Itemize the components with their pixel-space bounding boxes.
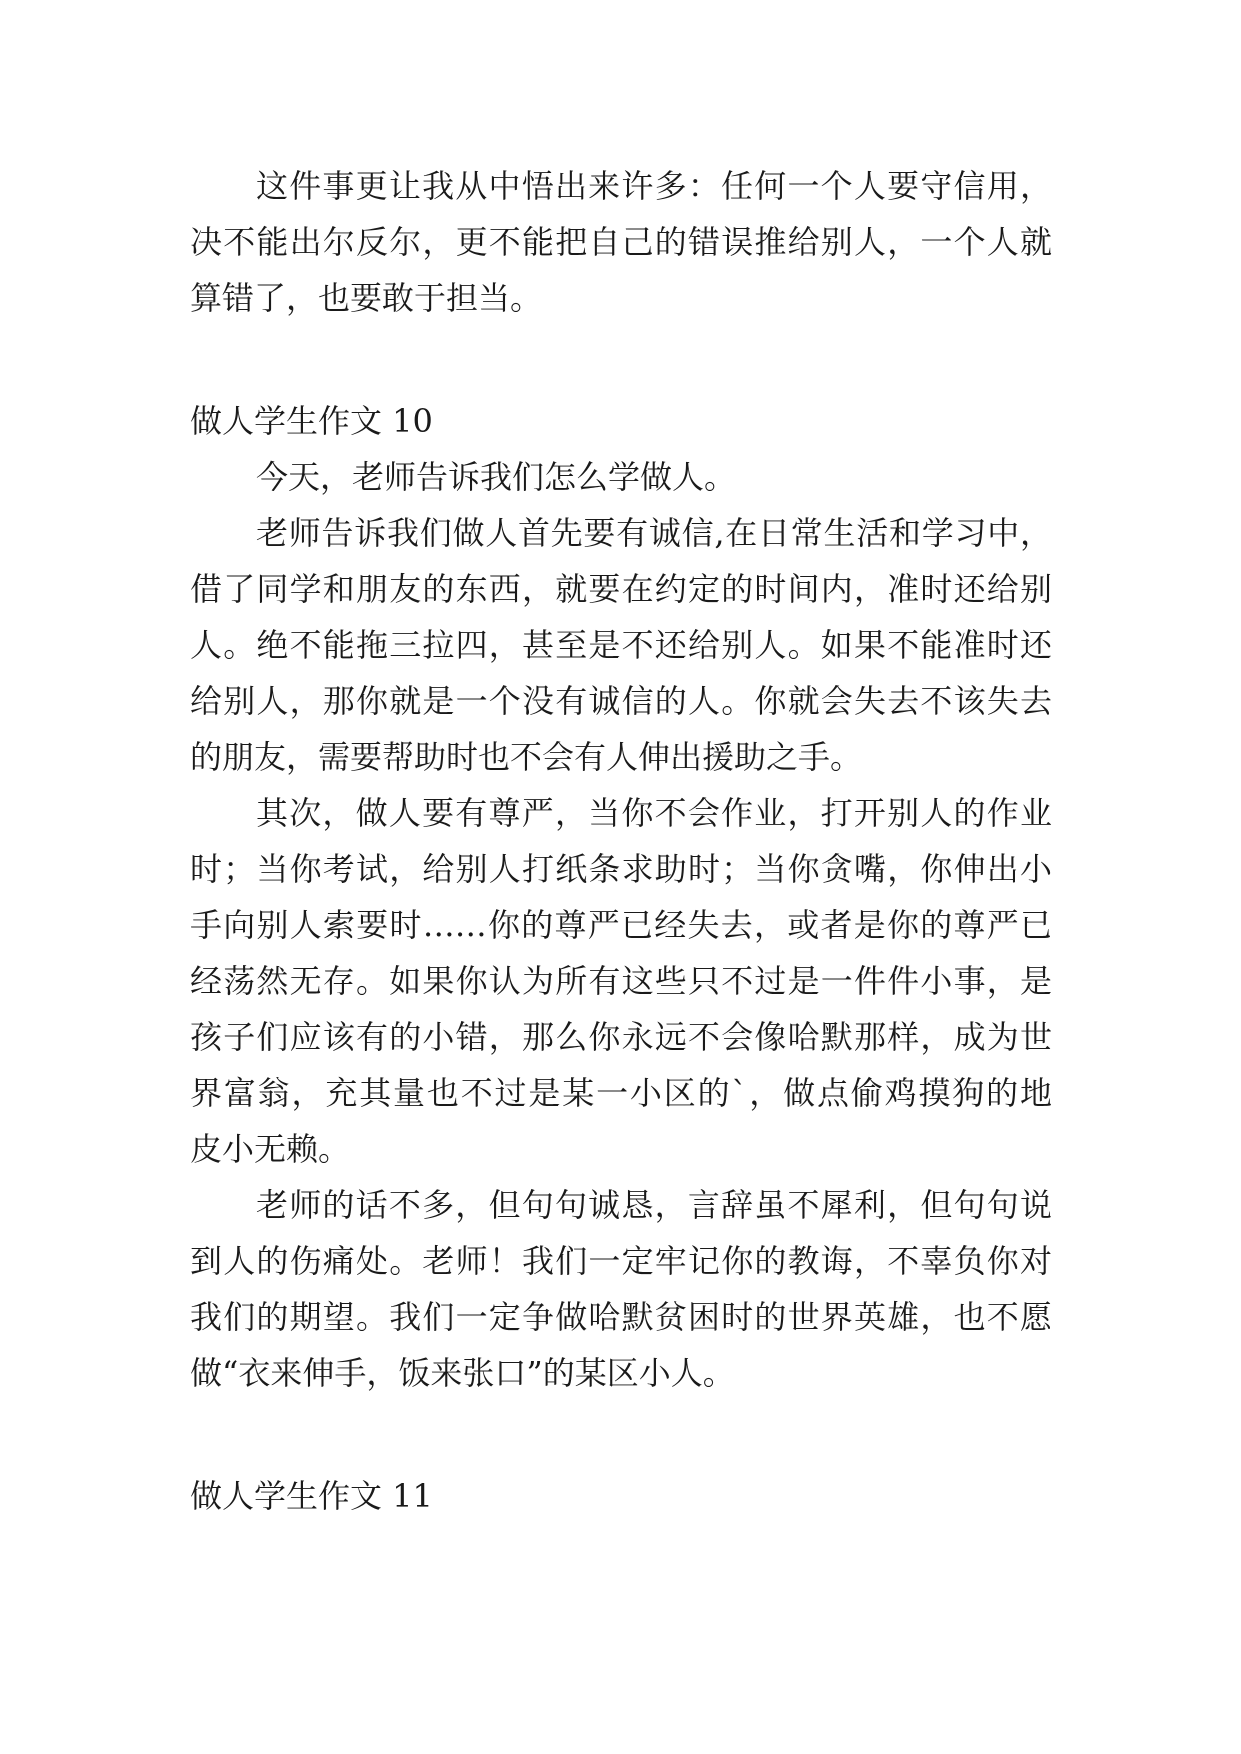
text-line: 到人的伤痛处。老师！我们一定牢记你的教诲，不辜负你对 bbox=[190, 1242, 1052, 1280]
text-line: 老师告诉我们做人首先要有诚信,在日常生活和学习中， bbox=[256, 514, 1052, 552]
text-line: 手向别人索要时……你的尊严已经失去，或者是你的尊严已 bbox=[190, 906, 1052, 944]
text-line: 借了同学和朋友的东西，就要在约定的时间内，准时还给别 bbox=[190, 570, 1052, 608]
essay-10-title: 做人学生作文 10 bbox=[190, 402, 433, 440]
text-line: 皮小无赖。 bbox=[190, 1130, 351, 1168]
text-line: 经荡然无存。如果你认为所有这些只不过是一件件小事，是 bbox=[190, 962, 1052, 1000]
text-line: 今天，老师告诉我们怎么学做人。 bbox=[256, 458, 737, 496]
text-line: 时；当你考试，给别人打纸条求助时；当你贪嘴，你伸出小 bbox=[190, 850, 1052, 888]
text-line: 老师的话不多，但句句诚恳，言辞虽不犀利，但句句说 bbox=[256, 1186, 1052, 1224]
text-line: 的朋友，需要帮助时也不会有人伸出援助之手。 bbox=[190, 738, 863, 776]
text-line: 孩子们应该有的小错，那么你永远不会像哈默那样，成为世 bbox=[190, 1018, 1052, 1056]
text-line: 这件事更让我从中悟出来许多：任何一个人要守信用， bbox=[256, 167, 1052, 205]
text-line: 做“衣来伸手，饭来张口”的某区小人。 bbox=[190, 1354, 735, 1392]
text-line: 其次，做人要有尊严，当你不会作业，打开别人的作业 bbox=[256, 794, 1052, 832]
essay-11-title: 做人学生作文 11 bbox=[190, 1477, 433, 1515]
text-line: 界富翁，充其量也不过是某一小区的`，做点偷鸡摸狗的地 bbox=[190, 1074, 1052, 1112]
text-line: 我们的期望。我们一定争做哈默贫困时的世界英雄，也不愿 bbox=[190, 1298, 1052, 1336]
text-line: 人。绝不能拖三拉四，甚至是不还给别人。如果不能准时还 bbox=[190, 626, 1052, 664]
text-line: 算错了，也要敢于担当。 bbox=[190, 279, 543, 317]
text-line: 给别人，那你就是一个没有诚信的人。你就会失去不该失去 bbox=[190, 682, 1052, 720]
text-line: 决不能出尔反尔，更不能把自己的错误推给别人，一个人就 bbox=[190, 223, 1052, 261]
